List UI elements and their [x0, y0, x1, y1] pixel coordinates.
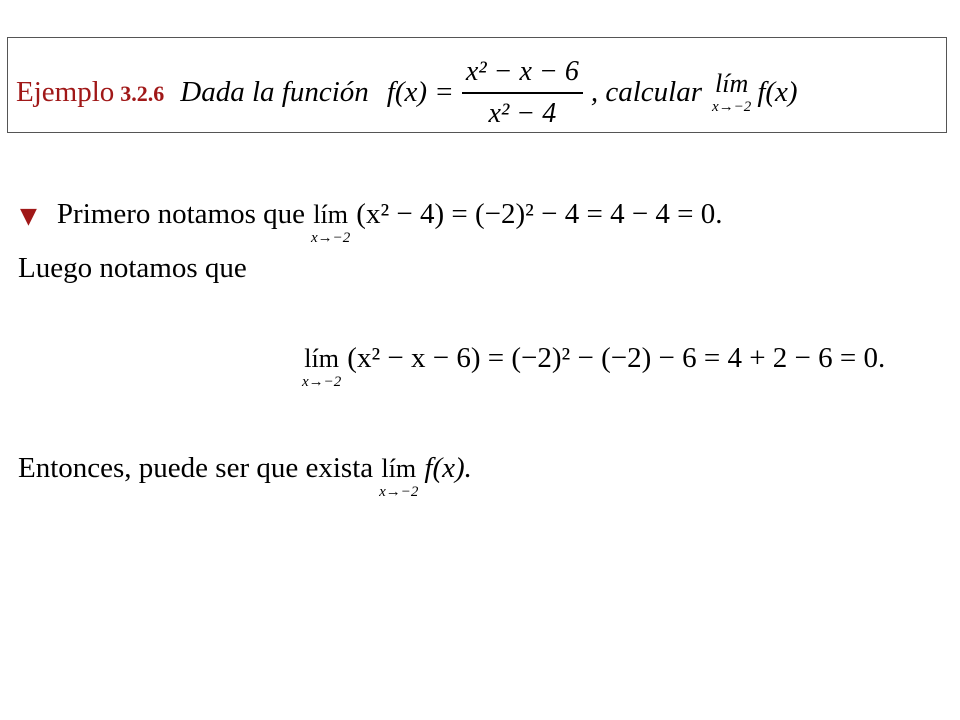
line3-limit [302, 346, 341, 390]
example-fraction [462, 56, 583, 130]
line4-expression: f(x). [424, 452, 472, 484]
example-label [16, 76, 164, 109]
solution-line-4 [18, 452, 472, 500]
example-limit [712, 68, 752, 115]
line3-lim-sub: x→−2 [302, 374, 342, 390]
line1-expression: (x² − 4) = (−2)² − 4 = 4 − 4 = 0. [356, 198, 723, 230]
example-number: 3.2.6 [120, 81, 165, 107]
solution-marker: ▼ [20, 204, 37, 229]
line4-lim-word: lím [381, 454, 417, 483]
line1-lim-sub: x→−2 [311, 230, 351, 246]
example-limit-fx: f(x) [757, 76, 798, 109]
line1-text: Primero notamos que [56, 198, 305, 230]
fraction-bar [462, 92, 583, 94]
example-fx: f(x) = [386, 76, 454, 109]
fraction-numerator: x² − x − 6 [465, 56, 579, 87]
solution-line-1 [20, 198, 723, 246]
line2-text: Luego notamos que [18, 252, 247, 284]
line4-lim-sub: x→−2 [379, 484, 419, 500]
example-box [7, 37, 947, 133]
solution-line-3 [296, 342, 885, 390]
example-row [16, 56, 798, 130]
line3-lim-word: lím [304, 344, 339, 373]
limit-word: lím [715, 68, 749, 98]
line1-lim-word: lím [313, 200, 348, 229]
solution-line-2 [18, 252, 247, 285]
example-intro: Dada la función [180, 76, 369, 109]
fraction-denominator: x² − 4 [488, 97, 557, 129]
line3-expression: (x² − x − 6) = (−2)² − (−2) − 6 = 4 + 2 − 6 = 0. [347, 342, 886, 374]
limit-subscript: x→−2 [712, 98, 752, 115]
line1-limit [311, 202, 350, 246]
example-calc-text: , calcular [590, 76, 703, 109]
line4-text: Entonces, puede ser que exista [18, 452, 374, 484]
example-word: Ejemplo [16, 76, 115, 109]
line4-limit [379, 456, 418, 500]
